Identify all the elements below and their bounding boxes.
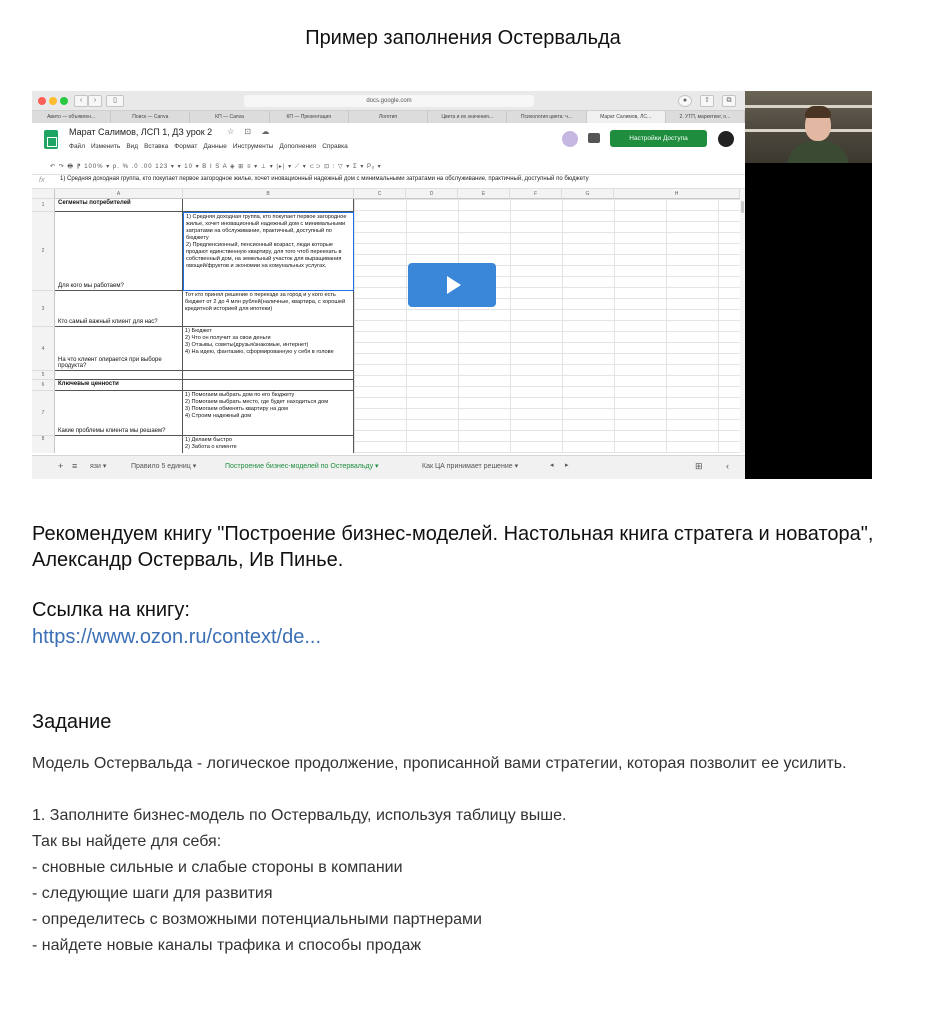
menu-data: Данные <box>203 143 227 150</box>
bullet-item: - найдете новые каналы трафика и способы продаж <box>32 937 422 954</box>
browser-tab: 2. УТП, маркетинг, о... <box>666 111 745 123</box>
find-label: Так вы найдете для себя: <box>32 833 222 850</box>
cell-b: 1) Делаем быстро 2) Забота о клиенте <box>183 436 354 453</box>
cell-a: Сегменты потребителей <box>55 199 183 212</box>
play-button[interactable] <box>408 263 496 307</box>
sidebar-icon: ▯ <box>106 95 124 107</box>
star-icon: ☆ ⊡ ☁ <box>227 127 274 136</box>
row-number: 8 <box>32 436 55 453</box>
cell-b-selected: 1) Средняя доходная группа, кто покупает первое загородное жилье, хочет иновационный надежный дом с минимальными затратами на обслуживание, практичный, доступный по бюджету 2) Предпенсионный, пенсионный возраст, люди которые продают единственную квартиру, для того чтоб переехать в собственный дом, на земельный участок для выращивания овощей/фруктов и экономии на комунальных услугах. <box>183 212 354 291</box>
menu-tools: Инструменты <box>232 143 274 150</box>
row-number: 3 <box>32 291 55 327</box>
menu-help: Справка <box>322 143 348 150</box>
doc-menu <box>69 143 348 150</box>
browser-tab: КП — Canva <box>190 111 269 123</box>
cell-a: Кто самый важный клиент для нас? <box>55 291 183 327</box>
column-header: A <box>55 189 183 199</box>
browser-tab-active: Марат Салимов, ЛС... <box>587 111 666 123</box>
section-title: Задание <box>32 711 112 733</box>
column-header: G <box>562 189 614 199</box>
explore-icon: ⊞ <box>695 461 703 471</box>
formula-text: 1) Средняя доходная группа, кто покупает первое загородное жилье, хочет иновационный надежный дом с минимальными затратами на обслуживание, практичный, доступный по бюджету <box>60 176 589 182</box>
browser-tab: КП — Презентация <box>270 111 349 123</box>
row-number: 7 <box>32 391 55 436</box>
column-header: C <box>354 189 406 199</box>
cell-a: На что клиент опирается при выборе продукта? <box>55 327 183 371</box>
row-number: 6 <box>32 380 55 391</box>
menu-insert: Вставка <box>144 143 169 150</box>
forward-icon: › <box>88 95 102 107</box>
tabs-icon: ⧉ <box>722 95 736 107</box>
cell-b <box>183 199 354 212</box>
cell-b: 1) Помогаем выбрать дом по его бюджету 2) Помогаем выбрать место, где будет находиться дом 3) Помогаем обменять квартиру на дом 4) Строим надежный дом <box>183 391 354 436</box>
page-title: Пример заполнения Остервальда <box>305 27 621 49</box>
fx-icon: fx <box>39 177 45 184</box>
sheet-tab: язи ▾ <box>90 463 107 470</box>
presenter-body <box>787 141 849 163</box>
cell-a: Ключевые ценности <box>55 380 183 391</box>
share-access-button: Настройки Доступа <box>610 130 707 147</box>
column-header: E <box>458 189 510 199</box>
bullet-item: - следующие шаги для развития <box>32 885 273 902</box>
minimize-dot-icon <box>49 97 57 105</box>
menu-format: Формат <box>174 143 198 150</box>
vertical-scrollbar <box>740 189 745 453</box>
cell-a: Какие проблемы клиента мы решаем? <box>55 391 183 436</box>
share-icon: ⇧ <box>700 95 714 107</box>
sheet-tabs-bar <box>32 455 745 479</box>
task-text <box>32 751 892 959</box>
doc-header <box>32 123 745 159</box>
intro-paragraph: Модель Остервальда - логическое продолжение, прописанной вами стратегии, которая позволит ее усилить. <box>32 755 847 772</box>
cell-b <box>183 371 354 380</box>
video-player[interactable] <box>32 91 872 479</box>
formula-bar <box>32 175 745 189</box>
cell-a <box>55 436 183 453</box>
back-icon: ‹ <box>74 95 88 107</box>
column-header: D <box>406 189 458 199</box>
sheet-toolbar: ↶ ↷ 🖶 ⁋ 100% ▾ р. % .0 .00 123 ▾ ▾ 10 ▾ B I S A ◈ ⊞ ≡ ▾ ⊥ ▾ |▸| ▾ ⟋ ▾ ⊂⊃ ⊡ ⫶ ▽ ▾ Σ ▾ Pᵧ ▾ <box>32 159 745 175</box>
browser-tab: Авито — объявлен... <box>32 111 111 123</box>
cell-b: 1) Бюджет 2) Что он получит за свои деньги 3) Отзывы, советы(друзья/знакомые, интернет) 4) На идею, фантазию, сформированную у себя в голове <box>183 327 354 371</box>
row-number: 2 <box>32 212 55 291</box>
cell-a: Для кого мы работаем? <box>55 212 183 291</box>
spreadsheet-grid <box>32 189 740 453</box>
download-icon: ● <box>678 95 692 107</box>
doc-title: Марат Салимов, ЛСП 1, ДЗ урок 2 <box>69 127 213 137</box>
sheets-logo-icon <box>44 130 58 149</box>
empty-cells <box>354 199 740 453</box>
cell-b <box>183 380 354 391</box>
cell-a <box>55 371 183 380</box>
url-bar: docs.google.com <box>244 95 534 107</box>
sheet-tab: Правило 5 единиц ▾ <box>131 463 197 470</box>
browser-tab: Цвета и их значения... <box>428 111 507 123</box>
row-number: 1 <box>32 199 55 212</box>
menu-addons: Дополнения <box>279 143 317 150</box>
all-sheets-icon: ≡ <box>72 461 78 471</box>
bullet-item: - сновные сильные и слабые стороны в компании <box>32 859 403 876</box>
collapse-icon: ‹ <box>726 461 729 471</box>
corner-cell <box>32 189 55 199</box>
step-1: 1. Заполните бизнес-модель по Остервальду, используя таблицу выше. <box>32 807 567 824</box>
tab-scroll-right-icon: ▸ <box>565 462 569 469</box>
book-link-label: Ссылка на книгу: <box>32 599 190 621</box>
cell-b: Тот кто принял решение о переезде за город и у кого есть бюджет от 2 до 4 млн рублей(наличные, квартира, с хорошей кредитной историей для ипотеки) <box>183 291 354 327</box>
browser-titlebar <box>32 91 745 111</box>
close-dot-icon <box>38 97 46 105</box>
browser-tab: Логотип <box>349 111 428 123</box>
menu-edit: Изменить <box>90 143 121 150</box>
comment-icon <box>588 133 600 143</box>
browser-tabs <box>32 111 745 123</box>
browser-tab: Поиск — Canva <box>111 111 190 123</box>
presenter-hair <box>805 106 831 118</box>
sheet-tab-active: Построение бизнес-моделей по Остервальду ▾ <box>225 463 379 470</box>
maximize-dot-icon <box>60 97 68 105</box>
browser-tab: Психология цвета: ч... <box>507 111 586 123</box>
menu-view: Вид <box>126 143 139 150</box>
add-sheet-icon: + <box>58 461 64 471</box>
webcam-overlay <box>745 91 872 163</box>
column-header: B <box>183 189 354 199</box>
row-number: 4 <box>32 327 55 371</box>
bullet-item: - определитесь с возможными потенциальными партнерами <box>32 911 482 928</box>
avatar <box>562 131 578 147</box>
menu-file: Файл <box>69 143 85 150</box>
row-number: 5 <box>32 371 55 380</box>
video-frame-screenshot <box>32 91 745 479</box>
column-header: H <box>614 189 740 199</box>
book-recommendation: Рекомендуем книгу "Построение бизнес-моделей. Настольная книга стратега и новатора", Александр Остерваль, Ив Пинье. <box>32 523 874 571</box>
book-link[interactable]: https://www.ozon.ru/context/de... <box>32 626 322 648</box>
user-avatar-icon <box>718 131 734 147</box>
sheet-tab: Как ЦА принимает решение ▾ <box>422 463 519 470</box>
tab-scroll-left-icon: ◂ <box>550 462 554 469</box>
column-header: F <box>510 189 562 199</box>
